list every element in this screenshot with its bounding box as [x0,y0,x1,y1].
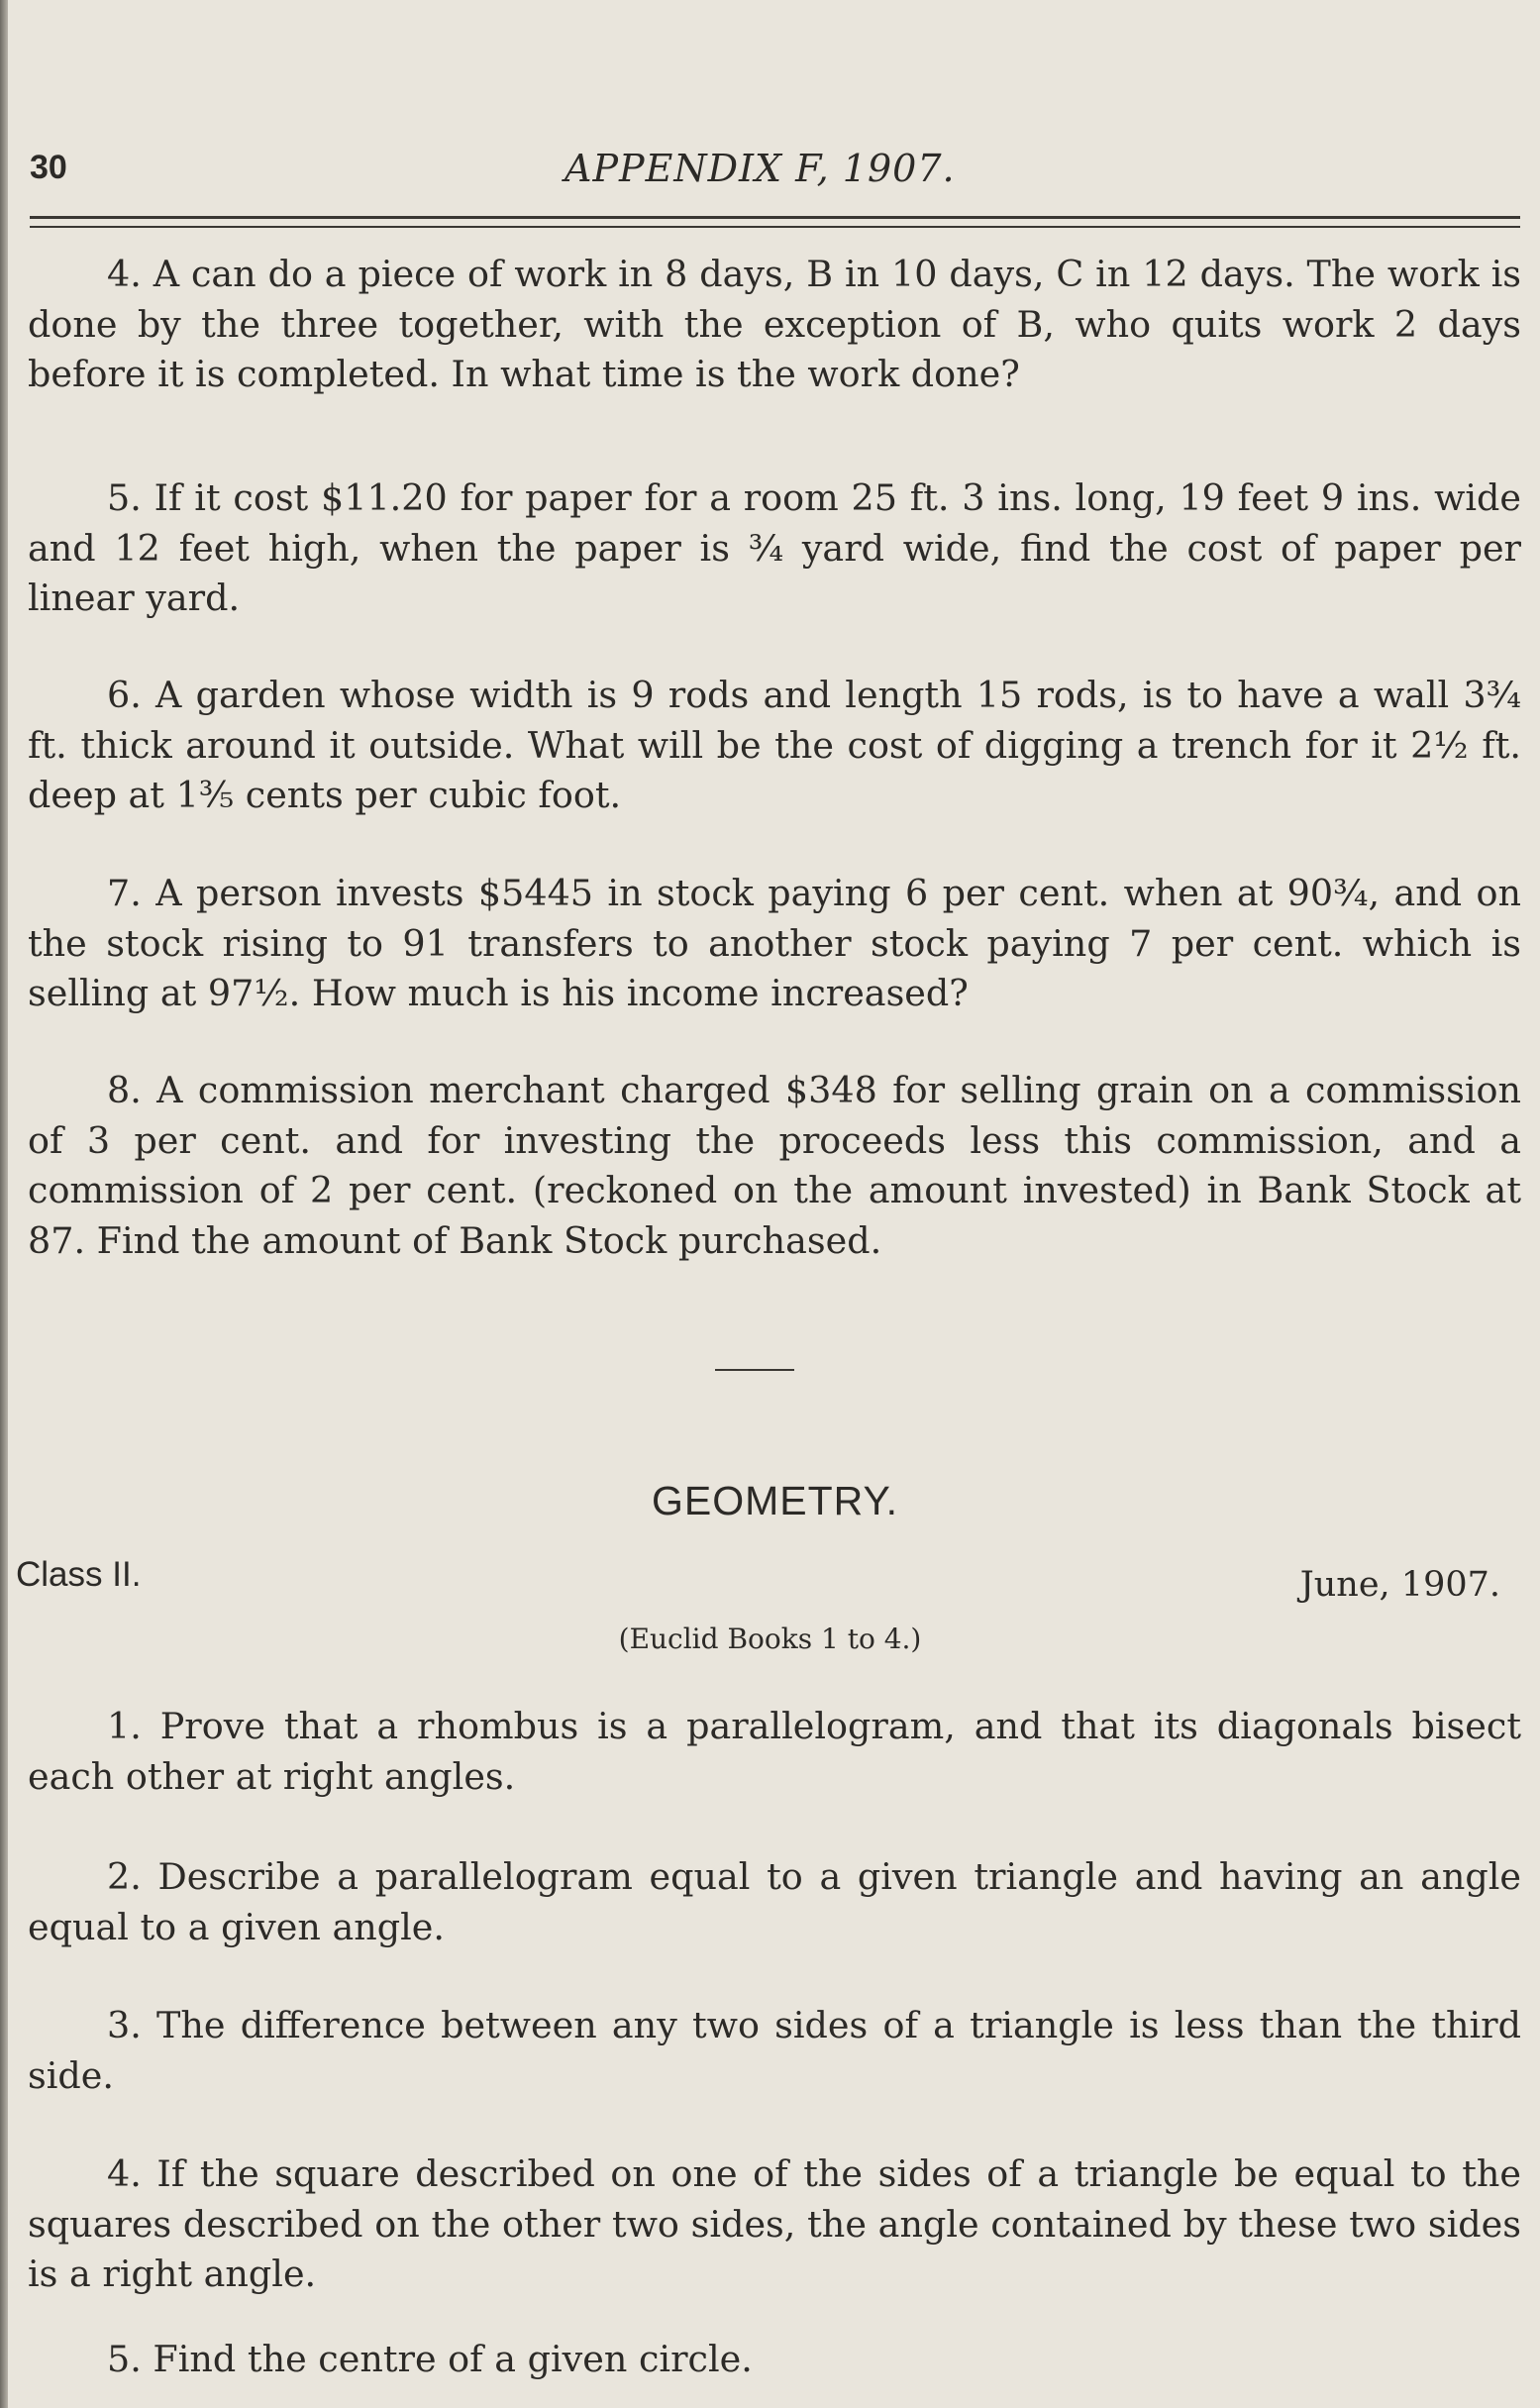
geometry-question-5: 5. Find the centre of a given circle. [107,2338,753,2380]
page-header [30,149,1520,198]
arithmetic-question-5: 5. If it cost $11.20 for paper for a room 25 ft. 3 ins. long, 19 feet 9 ins. wide and 12 feet high, when the paper is ¾ yard wide, find the cost of paper per linear yard. [28,476,1521,619]
header-rule-top [30,216,1520,219]
exam-date: June, 1907. [1299,1565,1500,1605]
arithmetic-question-7: 7. A person invests $5445 in stock paying 6 per cent. when at 90¾, and on the stock rising to 91 transfers to another stock paying 7 per cent. which is selling at 97½. How much is his income increased? [28,872,1521,1014]
geometry-question-3: 3. The difference between any two sides of a triangle is less than the third side. [28,2004,1521,2097]
geometry-question-4: 4. If the square described on one of the sides of a triangle be equal to the squares described on the other two sides, the angle contained by these two sides is a right angle. [28,2152,1521,2295]
exam-scope: (Euclid Books 1 to 4.) [618,1623,922,1655]
arithmetic-question-8: 8. A commission merchant charged $348 for selling grain on a commission of 3 per cent. and for investing the proceeds less this commission, and a commission of 2 per cent. (reckoned on the amount invested) in Bank Stock at 87. Find the amount of Bank Stock purchased. [28,1069,1521,1262]
geometry-question-2: 2. Describe a parallelogram equal to a given triangle and having an angle equal to a given angle. [28,1855,1521,1948]
page-edge-shadow [0,0,8,2408]
header-rule-bottom [30,226,1520,228]
arithmetic-question-4: 4. A can do a piece of work in 8 days, B in 10 days, C in 12 days. The work is done by the three together, with the exception of B, who quits work 2 days before it is completed. In what time is the work done? [28,253,1521,395]
class-label: Class II. [16,1555,142,1594]
arithmetic-question-6: 6. A garden whose width is 9 rods and length 15 rods, is to have a wall 3¾ ft. thick around it outside. What will be the cost of digging a trench for it 2½ ft. deep at 1⅗ cents per cubic foot. [28,674,1521,816]
geometry-question-1: 1. Prove that a rhombus is a parallelogram, and that its diagonals bisect each other at right angles. [28,1705,1521,1798]
running-title: APPENDIX F, 1907. [565,147,956,190]
page-number: 30 [30,149,67,186]
section-divider [715,1369,794,1371]
section-title: GEOMETRY. [652,1478,898,1523]
